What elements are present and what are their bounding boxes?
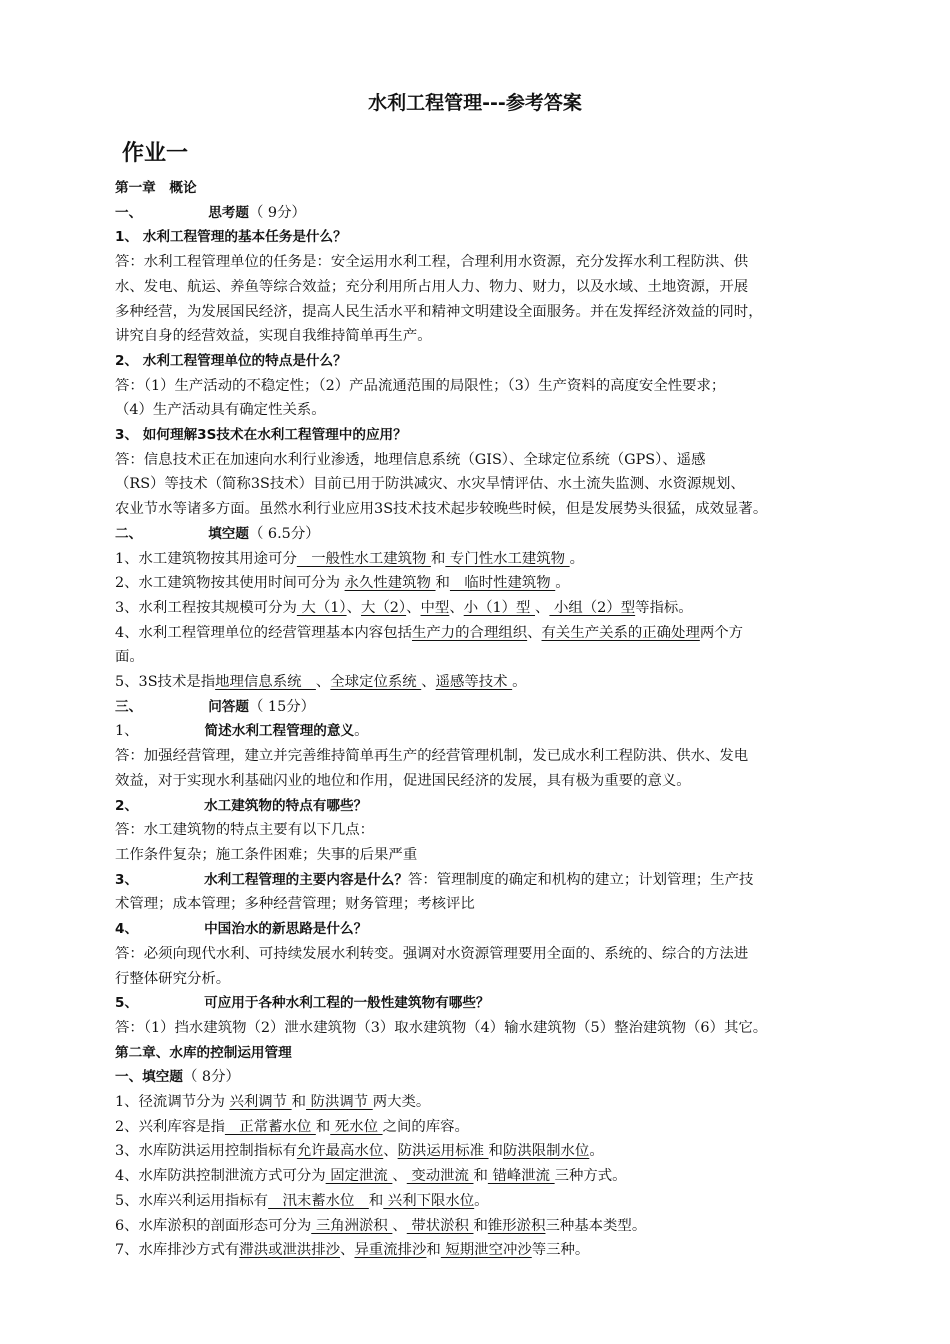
ch1-essay-question-3: 3、 水利工程管理的主要内容是什么？答：管理制度的确定和机构的建立；计划管理；生产技	[115, 871, 754, 888]
ch1-question-3: 3、 如何理解3S技术在水利工程管理中的应用？	[115, 427, 407, 444]
ch1-fill-2: 2、水工建筑物按其使用时间可分为 永久性建筑物 和 临时性建筑物 。	[115, 575, 570, 592]
ch1-essay-answer-4-line: 行整体研究分析。	[115, 970, 231, 987]
ch2-fill-4: 4、水库防洪控制泄流方式可分为 固定泄流 、 变动泄流 和 错峰泄流 三种方式。	[115, 1168, 627, 1185]
ch1-fill-5: 5、3S技术是指地理信息系统 、全球定位系统 、遥感等技术 。	[115, 674, 527, 691]
ch1-essay-answer-2-line: 答：水工建筑物的特点主要有以下几点：	[115, 822, 375, 839]
ch1-answer-2-line: 答：（1）生产活动的不稳定性；（2）产品流通范围的局限性；（3）生产资料的高度安全性要求；	[115, 377, 726, 394]
homework-title: 作业一	[122, 141, 189, 166]
chapter2-heading: 第二章、水库的控制运用管理	[115, 1044, 292, 1061]
ch1-essay-answer-5: 答：（1）挡水建筑物（2）泄水建筑物（3）取水建筑物（4）输水建筑物（5）整治建筑物（6）其它。	[115, 1019, 768, 1036]
ch1-question-2: 2、 水利工程管理单位的特点是什么？	[115, 352, 347, 369]
ch1-essay-answer-4-line: 答：必须向现代水利、可持续发展水利转变。强调对水资源管理要用全面的、系统的、综合的方法进	[115, 945, 749, 962]
ch2-fill-3: 3、水库防洪运用控制指标有允许最高水位、防洪运用标准 和防洪限制水位。	[115, 1143, 604, 1160]
ch2-section1-heading: 一、填空题（ 8分）	[115, 1069, 240, 1086]
ch1-essay-answer-1-line: 答：加强经营管理，建立并完善维持简单再生产的经营管理机制，发已成水利工程防洪、供水、发电	[115, 748, 749, 765]
ch1-essay-question-2: 2、 水工建筑物的特点有哪些？	[115, 797, 368, 814]
ch1-essay-question-1: 1、 简述水利工程管理的意义。	[115, 723, 369, 740]
ch1-answer-3-line: 农业节水等诸多方面。虽然水利行业应用3S技术技术起步较晚些时候，但是发展势头很猛，成效显著。	[115, 501, 768, 518]
ch1-fill-4-cont: 面。	[115, 649, 144, 666]
ch2-fill-2: 2、兴利库容是指 正常蓄水位 和 死水位 之间的库容。	[115, 1118, 469, 1135]
ch2-fill-6: 6、水库淤积的剖面形态可分为 三角洲淤积 、 带状淤积 和锥形淤积三种基本类型。	[115, 1217, 647, 1234]
ch1-essay-question-5: 5、 可应用于各种水利工程的一般性建筑物有哪些？	[115, 995, 490, 1012]
ch1-answer-3-line: 答：信息技术正在加速向水利行业渗透，地理信息系统（GIS）、全球定位系统（GPS）、遥感	[115, 451, 706, 468]
ch1-essay-answer-3-line: 术管理；成本管理；多种经营管理；财务管理；考核评比	[115, 896, 475, 913]
ch1-fill-1: 1、水工建筑物按其用途可分 一般性水工建筑物 和 专门性水工建筑物 。	[115, 550, 585, 567]
ch1-answer-1-line: 多种经营，为发展国民经济，提高人民生活水平和精神文明建设全面服务。并在发挥经济效益的同时，	[115, 303, 763, 320]
ch2-fill-7: 7、水库排沙方式有滞洪或泄洪排沙、异重流排沙和 短期泄空冲沙等三种。	[115, 1242, 590, 1259]
ch1-fill-3: 3、水利工程按其规模可分为 大（1）、大（2）、中型、小（1）型 、 小组（2）型等指标。	[115, 599, 693, 616]
ch2-fill-1: 1、径流调节分为 兴利调节 和 防洪调节 两大类。	[115, 1094, 431, 1111]
ch1-answer-1-line: 讲究自身的经营效益，实现自我维持简单再生产。	[115, 328, 432, 345]
document-body	[115, 176, 875, 1263]
ch1-answer-1-line: 答：水利工程管理单位的任务是：安全运用水利工程，合理利用水资源，充分发挥水利工程防洪、供	[115, 254, 749, 271]
ch1-section1-heading: 一、 思考题（ 9分）	[115, 204, 306, 221]
ch2-fill-5: 5、水库兴利运用指标有 汛末蓄水位 和 兴利下限水位。	[115, 1192, 489, 1209]
ch1-essay-question-4: 4、 中国治水的新思路是什么？	[115, 921, 368, 938]
ch1-section2-heading: 二、 填空题（ 6.5分）	[115, 525, 320, 542]
ch1-essay-answer-2-line: 工作条件复杂；施工条件困难；失事的后果严重	[115, 846, 418, 863]
ch1-essay-answer-1-line: 效益，对于实现水利基础闪业的地位和作用，促进国民经济的发展，具有极为重要的意义。	[115, 772, 691, 789]
ch1-question-1: 1、 水利工程管理的基本任务是什么？	[115, 229, 347, 246]
ch1-answer-1-line: 水、发电、航运、养鱼等综合效益；充分利用所占用人力、物力、财力，以及水域、土地资源，开展	[115, 278, 749, 295]
ch1-answer-2-line: （4）生产活动具有确定性关系。	[115, 402, 326, 419]
ch1-answer-3-line: （RS）等技术（简称3S技术）目前已用于防洪减灾、水灾旱情评估、水土流失监测、水资源规划、	[115, 476, 745, 493]
document-title: 水利工程管理---参考答案	[368, 92, 582, 114]
chapter1-heading: 第一章 概论	[115, 180, 197, 196]
ch1-section3-heading: 三、 问答题（ 15分）	[115, 698, 316, 715]
ch1-fill-4: 4、水利工程管理单位的经营管理基本内容包括生产力的合理组织、有关生产关系的正确处理两个方	[115, 624, 744, 641]
